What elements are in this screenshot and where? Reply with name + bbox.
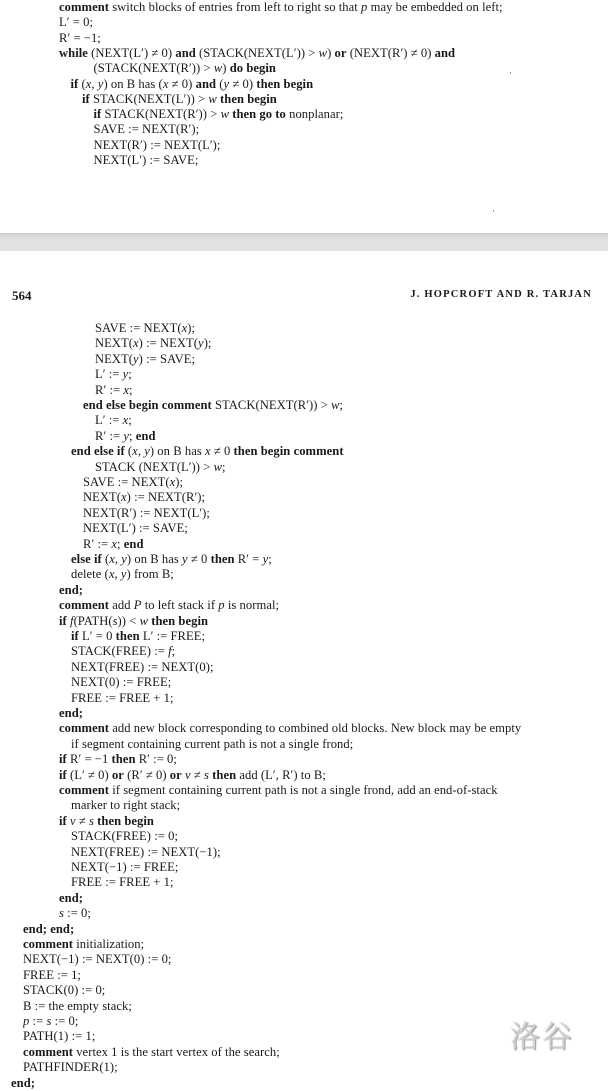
code-text: R′ := [83, 536, 112, 551]
code-text: v [185, 767, 191, 782]
code-line [23, 922, 74, 937]
code-text: STACK(FREE) := 0; [71, 829, 178, 844]
code-line [71, 77, 314, 92]
code-line [59, 15, 93, 30]
code-line [71, 798, 180, 813]
keyword: then [208, 767, 237, 782]
keyword: end else begin comment [83, 398, 212, 412]
code-text: y [144, 444, 150, 459]
code-text: w [208, 91, 217, 106]
code-line [95, 383, 133, 398]
code-line [71, 444, 344, 459]
code-text: ) [222, 61, 230, 76]
keyword: end; [59, 890, 83, 905]
code-line [95, 321, 195, 336]
code-text: x [169, 475, 176, 489]
code-line [94, 153, 199, 168]
code-text: ( [101, 552, 110, 566]
code-text: ; [117, 536, 124, 551]
code-text: L′ = 0; [59, 15, 93, 30]
keyword: comment [23, 937, 74, 951]
code-line [23, 937, 144, 952]
code-text: ); [175, 475, 184, 489]
code-text: NEXT(FREE) := NEXT(0); [71, 659, 214, 674]
code-line [59, 814, 154, 829]
code-text: NEXT( [95, 336, 134, 351]
code-line [71, 644, 175, 659]
keyword: end; [59, 582, 83, 597]
code-text: NEXT(R′) := NEXT(L′); [83, 505, 210, 520]
code-text: ≠ 0) [168, 76, 196, 91]
code-text: NEXT( [83, 490, 122, 505]
code-text: (STACK(NEXT(R′)) > [93, 61, 214, 76]
code-text: nonplanar; [285, 107, 344, 122]
code-text: x [132, 444, 138, 459]
code-text: p [23, 1014, 30, 1028]
code-text: P [133, 598, 142, 613]
code-text: )) < [117, 613, 140, 628]
code-text: if segment containing current path is not a single frond, add an end-of-stack [109, 783, 498, 797]
code-text: y [123, 428, 129, 443]
code-text: STACK(NEXT(R′)) > [211, 398, 332, 412]
keyword: or [111, 767, 124, 782]
code-line [23, 999, 132, 1014]
code-text: ; [128, 413, 132, 428]
keyword: and [434, 45, 456, 60]
code-line [71, 675, 171, 690]
code-text: to left stack if [141, 598, 219, 613]
keyword: end [123, 536, 144, 551]
code-line [71, 829, 178, 844]
code-text: L′ := FREE; [139, 629, 206, 643]
code-text: (R′ ≠ 0) [123, 767, 170, 782]
code-line [71, 567, 174, 582]
code-text: ) [327, 45, 335, 60]
code-text: R′ := [95, 382, 124, 397]
running-header [12, 288, 592, 304]
code-text: NEXT(−1) := FREE; [71, 860, 179, 874]
code-text: x [204, 444, 211, 459]
keyword: if [71, 629, 79, 643]
code-line [23, 1045, 280, 1060]
code-line [94, 61, 276, 76]
code-text: y [262, 552, 269, 566]
code-text: STACK(NEXT(R′)) > [101, 107, 221, 122]
code-text: NEXT(0) := FREE; [71, 675, 172, 690]
code-text: is normal; [224, 598, 280, 613]
code-text: , [91, 76, 98, 91]
keyword: while [59, 45, 88, 60]
code-text: vertex 1 is the start vertex of the search; [73, 1044, 280, 1059]
code-text: L′ := [95, 367, 123, 382]
keyword: then go to [229, 107, 286, 122]
code-line [23, 983, 105, 998]
code-text: x [133, 336, 139, 351]
code-text: y [198, 336, 204, 351]
code-text: x [122, 413, 129, 428]
keyword: and [175, 45, 196, 60]
code-line [59, 891, 83, 906]
code-line [59, 46, 455, 61]
keyword: end; end; [23, 921, 75, 936]
code-text: y [121, 552, 127, 566]
keyword: then begin [256, 76, 314, 91]
code-text: y [122, 367, 129, 382]
keyword: or [169, 767, 182, 782]
code-text: NEXT(L′) := SAVE; [93, 153, 199, 167]
code-line [59, 768, 326, 783]
code-text: w [139, 613, 149, 628]
code-text: v [70, 813, 76, 828]
code-text: add new block corresponding to combined old blocks. New block may be empty [109, 721, 522, 736]
keyword: end; [11, 1075, 35, 1090]
code-text: R′ = −1; [59, 30, 101, 45]
code-text: L′ = 0 [78, 629, 116, 643]
code-text: NEXT(FREE) := NEXT(−1); [71, 844, 221, 859]
code-text: R′ = −1 [66, 752, 112, 767]
code-text: x [108, 567, 115, 582]
code-text: NEXT(R′) := NEXT(L′); [93, 137, 221, 152]
code-line [59, 31, 101, 46]
code-text: ; [128, 367, 132, 382]
code-text: FREE := FREE + 1; [71, 875, 174, 890]
code-text: x [85, 76, 92, 91]
code-text: s [112, 613, 118, 628]
code-text: w [318, 45, 328, 60]
keyword: if [59, 767, 67, 782]
code-text: p [218, 598, 225, 613]
code-line [59, 598, 279, 613]
code-text: ); [203, 336, 212, 351]
code-text: L′ := [95, 413, 123, 428]
code-text: w [213, 459, 223, 474]
code-text: may be embedded on left; [367, 0, 503, 14]
code-line [23, 952, 171, 967]
code-text: STACK (NEXT(L′)) > [95, 459, 214, 474]
keyword: then [111, 752, 136, 767]
code-text: (PATH( [73, 613, 113, 628]
code-text: ) := NEXT(R′); [126, 490, 206, 505]
code-text: ( [216, 76, 224, 91]
code-line [59, 783, 498, 798]
code-text: (NEXT(L′) ≠ 0) [87, 45, 176, 60]
code-text: NEXT(−1) := NEXT(0) := 0; [23, 952, 172, 967]
code-line [59, 614, 208, 629]
code-text: ) := NEXT( [138, 336, 199, 351]
code-text: y [97, 76, 104, 91]
code-text: marker to right stack; [71, 798, 181, 813]
code-text: NEXT(L′) := SAVE; [83, 521, 188, 536]
code-line [83, 537, 144, 552]
code-line [59, 583, 83, 598]
code-line [23, 1014, 78, 1029]
code-text: s [46, 1014, 52, 1028]
code-text: ( [124, 444, 133, 459]
code-line [83, 490, 205, 505]
code-line [83, 398, 343, 413]
code-text: R′ := [95, 428, 124, 443]
code-line [71, 691, 174, 706]
code-line [23, 1060, 118, 1075]
code-text: ; [129, 428, 136, 443]
keyword: or [334, 45, 347, 60]
code-text: , [137, 444, 145, 459]
code-text: s [59, 906, 64, 921]
keyword: if [59, 613, 67, 628]
code-text: ); [187, 321, 196, 335]
code-text: , [114, 552, 122, 566]
keyword: else if [71, 552, 102, 566]
page-separator [0, 233, 608, 251]
code-text: := 0; [51, 1014, 79, 1028]
code-text: ) on B has ( [103, 76, 163, 91]
keyword: do begin [229, 61, 276, 76]
keyword: then begin [216, 91, 277, 106]
keyword: then begin comment [233, 444, 344, 459]
keyword: comment [59, 783, 110, 797]
code-text: f [168, 644, 172, 659]
code-text: ≠ 0) [229, 76, 257, 91]
code-line [23, 968, 81, 983]
code-text: add [109, 598, 134, 613]
keyword: end else if [71, 444, 125, 459]
code-text: ; [268, 552, 272, 566]
code-text: w [220, 107, 230, 122]
code-text: SAVE := NEXT( [83, 475, 170, 489]
code-text: y [133, 351, 139, 366]
code-text: FREE := 1; [23, 967, 81, 982]
code-text: FREE := FREE + 1; [71, 690, 174, 705]
code-text: , [114, 567, 121, 582]
code-text: x [121, 490, 127, 505]
keyword: if [70, 76, 79, 91]
code-text: add (L′, R′) to B; [236, 767, 326, 782]
code-line [59, 906, 91, 921]
code-text: ) on B has [126, 552, 183, 566]
code-line [71, 552, 272, 567]
code-line [71, 845, 221, 860]
code-line [82, 92, 277, 107]
code-line [71, 737, 353, 752]
code-text: (L′ ≠ 0) [66, 767, 112, 782]
code-text: ( [78, 76, 86, 91]
code-text: switch blocks of entries from left to right so that [109, 0, 362, 14]
code-text: ; [129, 382, 133, 397]
code-line [94, 122, 200, 137]
code-text: (NEXT(R′) ≠ 0) [346, 45, 435, 60]
code-line [95, 367, 132, 382]
code-text: initialization; [73, 937, 145, 951]
code-text: y [182, 552, 188, 566]
code-text: PATH(1) := 1; [23, 1029, 96, 1044]
keyword: then begin [93, 813, 154, 828]
code-text: s [89, 813, 94, 828]
code-text: (STACK(NEXT(L′)) > [195, 45, 319, 60]
keyword: if [59, 813, 67, 828]
watermark-logo: 洛谷 [510, 1020, 574, 1055]
keyword: end [135, 428, 156, 443]
code-line [95, 413, 132, 428]
scan-speck [510, 72, 511, 74]
keyword: comment [23, 1044, 74, 1059]
code-text: PATHFINDER(1); [23, 1060, 118, 1075]
keyword: then [115, 629, 140, 643]
code-text: NEXT( [95, 351, 134, 366]
code-text: x [109, 552, 115, 566]
keyword: then begin [148, 613, 209, 628]
code-line [95, 460, 226, 475]
code-text: ) := SAVE; [138, 351, 196, 366]
code-line [59, 721, 521, 736]
code-text: y [120, 567, 127, 582]
page-number: 564 [12, 288, 32, 303]
code-line [95, 429, 156, 444]
code-text: delete ( [71, 567, 109, 582]
code-text: p [361, 0, 368, 14]
code-line [94, 107, 344, 122]
keyword: if [93, 107, 102, 122]
code-line [71, 660, 214, 675]
code-text: w [331, 398, 340, 412]
code-text: if segment containing current path is not a single frond; [71, 736, 354, 751]
code-text: ) on B has [149, 444, 205, 459]
code-text: ≠ 0 [210, 444, 234, 459]
code-text: STACK(FREE) := [71, 644, 169, 659]
code-line [59, 706, 83, 721]
code-text: x [111, 536, 117, 551]
code-text: ; [171, 644, 176, 659]
code-line [83, 521, 188, 536]
code-text: ) from B; [126, 567, 174, 582]
code-text: ; [339, 398, 344, 412]
code-text: B := the empty stack; [23, 998, 132, 1013]
scan-speck [493, 210, 494, 212]
code-line [83, 506, 210, 521]
code-line [71, 860, 178, 875]
code-line [59, 0, 503, 15]
keyword: and [195, 76, 217, 91]
code-text: := 0; [63, 906, 91, 921]
code-text: SAVE := NEXT(R′); [93, 122, 200, 137]
code-text: ≠ 0 [187, 552, 211, 566]
code-text: SAVE := NEXT( [95, 321, 182, 335]
code-line [23, 1029, 95, 1044]
keyword: if [59, 752, 67, 767]
code-text: x [181, 321, 188, 335]
keyword: comment [59, 598, 110, 613]
code-line [94, 138, 221, 153]
code-text: STACK(0) := 0; [23, 983, 106, 998]
code-text: ; [222, 459, 226, 474]
keyword: end; [59, 706, 83, 720]
code-text: := [29, 1014, 47, 1028]
code-text: STACK(NEXT(L′)) > [89, 91, 209, 106]
keyword: comment [59, 721, 110, 736]
code-line [59, 752, 177, 767]
code-text: w [213, 61, 223, 76]
code-text: s [204, 767, 209, 782]
running-header-authors: J. HOPCROFT AND R. TARJAN [410, 289, 592, 300]
keyword: if [82, 91, 90, 106]
code-line [71, 629, 205, 644]
code-text: x [123, 382, 129, 397]
code-text: R′ := 0; [135, 752, 177, 767]
page-top-fragment [0, 0, 608, 233]
code-text: x [162, 76, 169, 91]
code-line [83, 475, 183, 490]
code-text: ≠ [190, 767, 204, 782]
code-text: ≠ [75, 813, 89, 828]
keyword: comment [59, 0, 110, 14]
code-text: R′ = [234, 552, 263, 566]
code-line [71, 875, 174, 890]
code-line [11, 1076, 35, 1091]
code-line [95, 336, 211, 351]
code-text: y [223, 76, 230, 91]
code-line [95, 352, 195, 367]
keyword: then [210, 552, 235, 566]
code-text: f [70, 613, 74, 628]
